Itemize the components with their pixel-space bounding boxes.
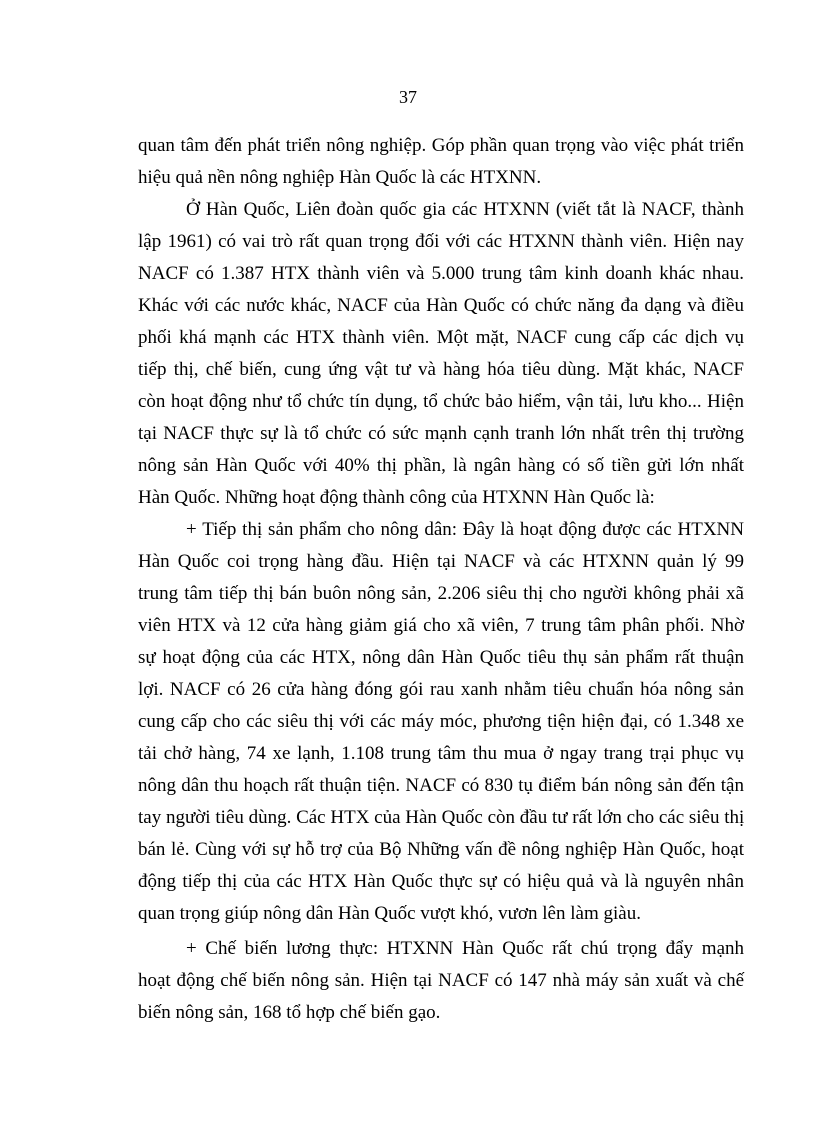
text-line: Khác với các nước khác, NACF của Hàn Quốc có chức năng đa dạng và điều [138,295,744,316]
text-line: phối khá mạnh các HTX thành viên. Một mặt, NACF cung cấp các dịch vụ [138,327,744,348]
text-line: + Tiếp thị sản phẩm cho nông dân: Đây là hoạt động được các HTXNN [186,519,744,540]
text-line: hiệu quả nền nông nghiệp Hàn Quốc là các HTXNN. [138,167,542,188]
text-line: tải chở hàng, 74 xe lạnh, 1.108 trung tâm thu mua ở ngay trang trại phục vụ [138,743,744,764]
text-line: hoạt động chế biến nông sản. Hiện tại NACF có 147 nhà máy sản xuất và chế [138,970,744,991]
body-text [138,130,744,1029]
page-number: 37 [399,87,417,107]
text-line: sự hoạt động của các HTX, nông dân Hàn Quốc tiêu thụ sản phẩm rất thuận [138,647,744,668]
text-line: lợi. NACF có 26 cửa hàng đóng gói rau xanh nhằm tiêu chuẩn hóa nông sản [138,679,744,700]
text-line: bán lẻ. Cùng với sự hỗ trợ của Bộ Những vấn đề nông nghiệp Hàn Quốc, hoạt [138,839,744,860]
text-line: viên HTX và 12 cửa hàng giảm giá cho xã viên, 7 trung tâm phân phối. Nhờ [138,615,744,636]
text-line: nông sản Hàn Quốc với 40% thị phần, là ngân hàng có số tiền gửi lớn nhất [138,455,744,476]
text-line: quan tâm đến phát triển nông nghiệp. Góp phần quan trọng vào việc phát triển [138,135,744,156]
text-line: Hàn Quốc. Những hoạt động thành công của HTXNN Hàn Quốc là: [138,487,655,508]
text-line: Ở Hàn Quốc, Liên đoàn quốc gia các HTXNN (viết tắt là NACF, thành [186,199,744,220]
text-line: còn hoạt động như tổ chức tín dụng, tổ chức bảo hiểm, vận tải, lưu kho... Hiện [138,391,744,412]
text-line: quan trọng giúp nông dân Hàn Quốc vượt khó, vươn lên làm giàu. [138,903,641,924]
text-line: NACF có 1.387 HTX thành viên và 5.000 trung tâm kinh doanh khác nhau. [138,263,744,284]
text-line: tại NACF thực sự là tổ chức có sức mạnh cạnh tranh lớn nhất trên thị trường [138,423,744,444]
text-line: nông dân thu hoạch rất thuận tiện. NACF có 830 tụ điểm bán nông sản đến tận [138,775,744,796]
text-line: biến nông sản, 168 tổ hợp chế biến gạo. [138,1002,441,1023]
text-line: lập 1961) có vai trò rất quan trọng đối với các HTXNN thành viên. Hiện nay [138,231,744,252]
paragraph [138,130,744,194]
text-line: động tiếp thị của các HTX Hàn Quốc thực sự có hiệu quả và là nguyên nhân [138,871,744,892]
text-line: + Chế biến lương thực: HTXNN Hàn Quốc rất chú trọng đẩy mạnh [186,938,744,959]
paragraph [138,194,744,514]
text-line: cung cấp cho các siêu thị với các máy móc, phương tiện hiện đại, có 1.348 xe [138,711,744,732]
text-line: trung tâm tiếp thị bán buôn nông sản, 2.206 siêu thị cho người không phải xã [138,583,744,604]
text-line: Hàn Quốc coi trọng hàng đầu. Hiện tại NACF và các HTXNN quản lý 99 [138,551,744,572]
paragraph [138,514,744,930]
paragraph [138,933,744,1029]
text-line: tay người tiêu dùng. Các HTX của Hàn Quốc còn đầu tư rất lớn cho các siêu thị [138,807,745,828]
text-line: tiếp thị, chế biến, cung ứng vật tư và hàng hóa tiêu dùng. Mặt khác, NACF [138,359,744,380]
